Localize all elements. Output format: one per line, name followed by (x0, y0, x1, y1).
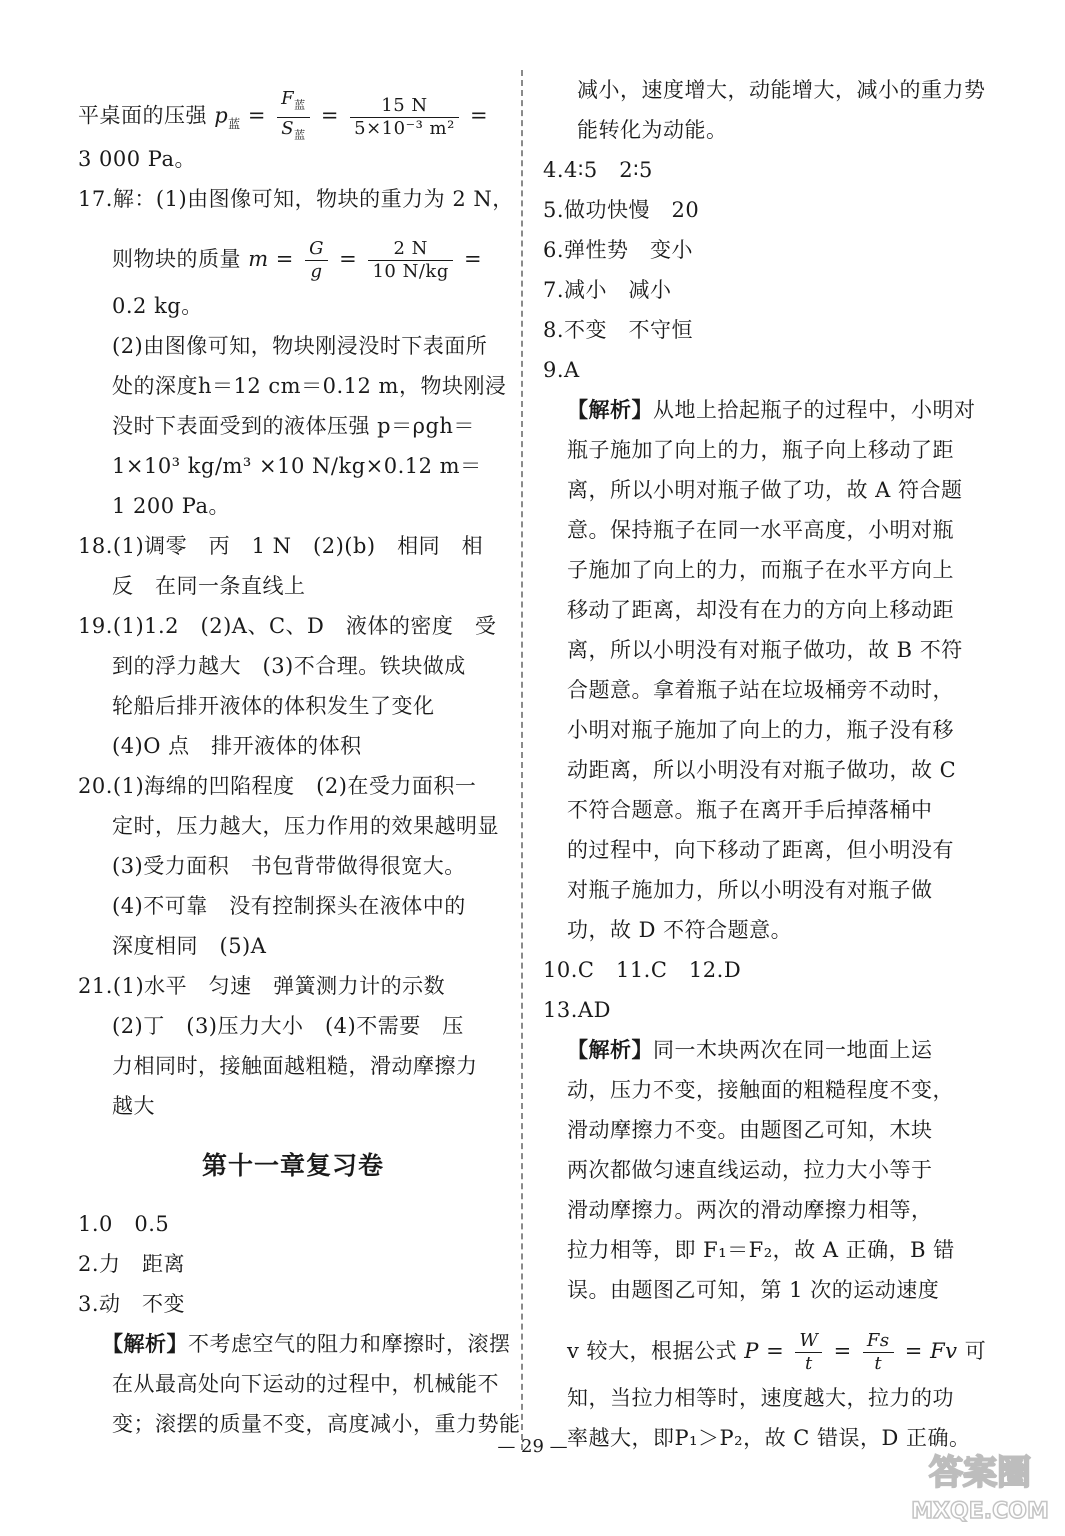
variable: Fv (930, 1339, 958, 1363)
denominator: g (310, 261, 323, 282)
text: 平桌面的压强 (78, 103, 207, 128)
denominator: 10 N/kg (372, 261, 449, 282)
text-line: 反 在同一条直线上 (112, 574, 306, 598)
text-line: 21.(1)水平 匀速 弹簧测力计的示数 (78, 974, 446, 998)
text-line: 越大 (112, 1094, 155, 1118)
equals: = (275, 247, 294, 271)
text: 不考虑空气的阻力和摩擦时，滚摆 (188, 1332, 511, 1356)
equals: = (339, 247, 358, 271)
analysis-tag: 【解析】 (567, 397, 653, 422)
numerator: W (795, 1330, 822, 1353)
fraction (795, 1330, 822, 1375)
text-line: 18.(1)调零 丙 1 N (2)(b) 相同 相 (78, 534, 484, 558)
watermark-logo (905, 1442, 1055, 1528)
text-line (78, 88, 489, 142)
text-line: 知，当拉力相等时，速度越大，拉力的功 (567, 1386, 954, 1410)
text-line: 移动了距离，却没有在力的方向上移动距 (567, 598, 954, 622)
text-line: 深度相同 (5)A (112, 934, 267, 958)
numerator: Fs (863, 1330, 894, 1353)
denominator: t (874, 1353, 883, 1374)
text-line: 3 000 Pa。 (78, 147, 197, 171)
text-line: 3.动 不变 (78, 1292, 186, 1316)
text-line: 小明对瓶子施加了向上的力，瓶子没有移 (567, 718, 954, 742)
text-line: 7.减小 减小 (543, 278, 672, 302)
text-line (567, 396, 976, 424)
variable: P (744, 1339, 759, 1363)
equals: = (320, 103, 339, 128)
text-line: 的过程中，向下移动了距离，但小明没有 (567, 838, 954, 862)
text-line: 轮船后排开液体的体积发生了变化 (112, 694, 435, 718)
text-line: 20.(1)海绵的凹陷程度 (2)在受力面积一 (78, 774, 477, 798)
fraction (863, 1330, 894, 1375)
text-line: 定时，压力越大，压力作用的效果越明显 (112, 814, 499, 838)
text-line: 变；滚摆的质量不变，高度减小，重力势能 (112, 1412, 521, 1436)
text-line: 率越大，即P₁＞P₂，故 C 错误，D 正确。 (567, 1426, 971, 1450)
analysis-tag: 【解析】 (567, 1037, 653, 1062)
watermark-text: 答案圈 (929, 1453, 1031, 1493)
section-heading: 第十一章复习卷 (201, 1151, 384, 1180)
watermark-url: MXQE.COM (911, 1499, 1049, 1524)
text-line: 没时下表面受到的液体压强 p＝ρgh＝ (112, 414, 475, 438)
text-line: 瓶子施加了向上的力，瓶子向上移动了距 (567, 438, 954, 462)
text-line (102, 1330, 511, 1358)
variable: p (214, 103, 229, 128)
text-line: 13.AD (543, 998, 611, 1022)
text-line: 到的浮力越大 (3)不合理。铁块做成 (112, 654, 466, 678)
text-line: 5.做功快慢 20 (543, 198, 700, 222)
text-line: 拉力相等，即 F₁＝F₂，故 A 正确，B 错 (567, 1238, 955, 1262)
equals: = (833, 1339, 852, 1363)
text-line: 功，故 D 不符合题意。 (567, 918, 793, 942)
text: 从地上拾起瓶子的过程中，小明对 (653, 398, 976, 422)
fraction (277, 88, 310, 146)
equals: = (766, 1339, 785, 1363)
analysis-tag: 【解析】 (102, 1331, 188, 1356)
text-line: 1.0 0.5 (78, 1212, 170, 1236)
text-line: 合题意。拿着瓶子站在垃圾桶旁不动时， (567, 678, 954, 702)
text-line: (4)不可靠 没有控制探头在液体中的 (112, 894, 466, 918)
text-line: (3)受力面积 书包背带做得很宽大。 (112, 854, 466, 878)
text-line: 1 200 Pa。 (112, 494, 231, 518)
text-line: 17.解：(1)由图像可知，物块的重力为 2 N， (78, 187, 514, 211)
text-line: 不符合题意。瓶子在离开手后掉落桶中 (567, 798, 933, 822)
equals: = (469, 103, 489, 128)
denominator: 5×10⁻³ m² (354, 117, 455, 139)
text-line: 4.4∶5 2∶5 (543, 158, 653, 182)
text-line: 减小，速度增大，动能增大，减小的重力势 (577, 78, 986, 102)
text: v 较大，根据公式 (567, 1339, 738, 1363)
text-line: (2)丁 (3)压力大小 (4)不需要 压 (112, 1014, 464, 1038)
text-line: 动距离，所以小明没有对瓶子做功，故 C (567, 758, 957, 782)
numerator: $F_蓝$ (277, 88, 310, 118)
denominator: t (805, 1353, 813, 1374)
text-line: 离，所以小明对瓶子做了功，故 A 符合题 (567, 478, 963, 502)
page-number: — 29 — (497, 1436, 568, 1457)
text-line: 10.C 11.C 12.D (543, 958, 742, 982)
text-line: 力相同时，接触面越粗糙，滑动摩擦力 (112, 1054, 478, 1078)
text-line: 子施加了向上的力，而瓶子在水平方向上 (567, 558, 954, 582)
text-line: 19.(1)1.2 (2)A、C、D 液体的密度 受 (78, 614, 497, 638)
text-line (567, 1036, 933, 1064)
fraction (368, 238, 452, 283)
text-line: 滑动摩擦力不变。由题图乙可知，木块 (567, 1118, 933, 1142)
text: 可 (964, 1339, 987, 1363)
text-line: 离，所以小明没有对瓶子做功，故 B 不符 (567, 638, 963, 662)
text-line: 9.A (543, 358, 580, 382)
text-line: 对瓶子施加力，所以小明没有对瓶子做 (567, 878, 933, 902)
text-line: 处的深度h＝12 cm＝0.12 m，物块刚浸 (112, 374, 507, 398)
text: 同一木块两次在同一地面上运 (653, 1038, 933, 1062)
numerator: 15 N (350, 95, 459, 118)
subscript: 蓝 (228, 116, 241, 131)
numerator: 2 N (368, 238, 452, 261)
text-line: 两次都做匀速直线运动，拉力大小等于 (567, 1158, 933, 1182)
equals: = (247, 103, 266, 128)
column-divider (521, 70, 523, 1450)
text-line: 滑动摩擦力。两次的滑动摩擦力相等， (567, 1198, 933, 1222)
text: 则物块的质量 (112, 247, 241, 271)
denominator: $S_蓝$ (281, 117, 306, 142)
variable: m (248, 247, 269, 271)
text-line: (2)由图像可知，物块刚浸没时下表面所 (112, 334, 488, 358)
equals: = (904, 1339, 923, 1363)
fraction (305, 238, 328, 283)
text-line: 在从最高处向下运动的过程中，机械能不 (112, 1372, 499, 1396)
text-line: 6.弹性势 变小 (543, 238, 694, 262)
text-line: (4)O 点 排开液体的体积 (112, 734, 362, 758)
equals: = (464, 247, 483, 271)
text-line (567, 1330, 987, 1374)
text-line: 意。保持瓶子在同一水平高度，小明对瓶 (567, 518, 954, 542)
text-line: 2.力 距离 (78, 1252, 186, 1276)
fraction (350, 95, 459, 140)
text-line: 误。由题图乙可知，第 1 次的运动速度 (567, 1278, 940, 1302)
text-line: 1×10³ kg/m³ ×10 N/kg×0.12 m＝ (112, 454, 482, 478)
text-line: 8.不变 不守恒 (543, 318, 694, 342)
text-line: 0.2 kg。 (112, 294, 203, 318)
text-line: 能转化为动能。 (577, 118, 728, 142)
text-line: 动，压力不变，接触面的粗糙程度不变， (567, 1078, 954, 1102)
text-line (112, 238, 483, 282)
numerator: G (305, 238, 328, 261)
